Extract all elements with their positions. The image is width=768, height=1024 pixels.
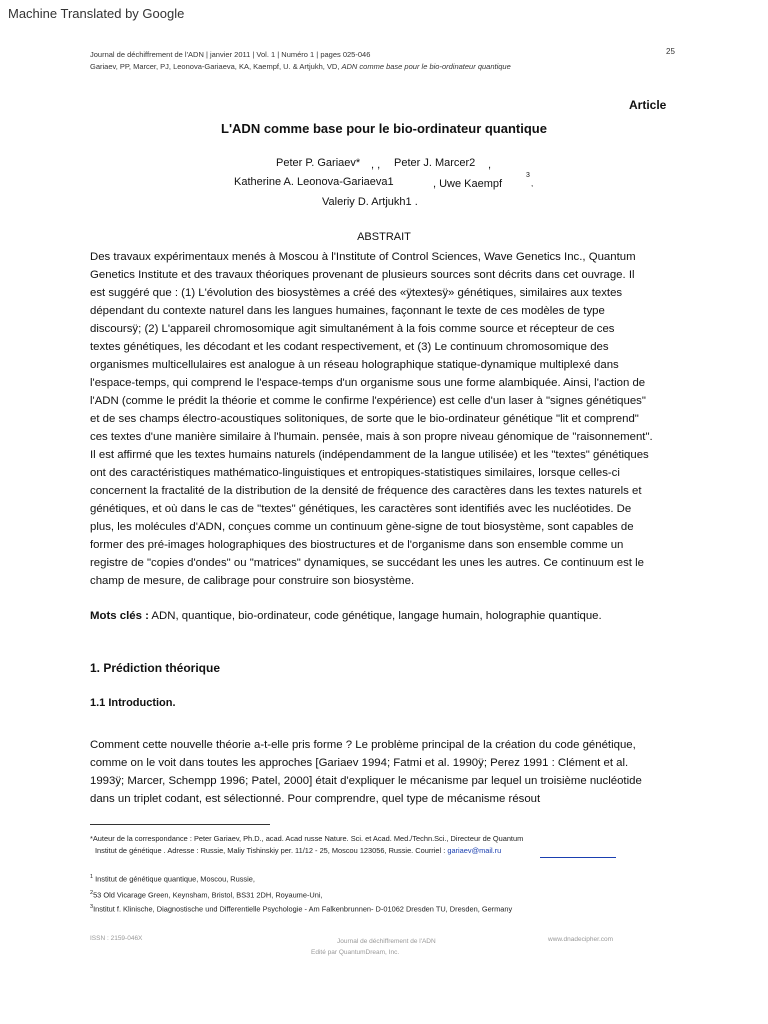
- section-heading: 1. Prédiction théorique: [90, 661, 221, 675]
- keywords: [90, 607, 695, 625]
- abstract-line: l'espace-temps, qui comprend le l'espace-temps d'un organisme sous une forme alambiquée. Ainsi, l'action de: [90, 377, 646, 389]
- author-separator: ,: [488, 159, 492, 171]
- abstract-line: l'ADN (comme le prédit la théorie et comme le confirme l'expérience) est celle d'un laser à "signes génétiques": [90, 395, 646, 407]
- abstract-body: [90, 248, 695, 590]
- author-leonova-gariaeva: Katherine A. Leonova-Gariaeva1: [234, 176, 394, 188]
- footer-publisher: Edité par QuantumDream, Inc.: [311, 949, 400, 956]
- footer-issn: ISSN : 2159-046X: [90, 935, 143, 942]
- address-text: Institut de génétique . Adresse : Russie, Maliy Tishinskiy per. 11/12 - 25, Moscou 123056, Russie. Courriel :: [95, 846, 448, 855]
- footer-website[interactable]: www.dnadecipher.com: [548, 936, 614, 943]
- subsection-heading: 1.1 Introduction.: [90, 697, 176, 709]
- abstract-line: ces textes d'une manière similaire à l'humain. pensée, mais à son propre niveau génomique de "raisonnement".: [90, 431, 653, 443]
- abstract-line: génétiques, et où dans le cas de "textes" génétiques, les caractères sont identifiés avec les nucléotides. De: [90, 503, 632, 515]
- abstract-line: discoursÿ; (2) L'appareil chromosomique agit simultanément à la fois comme source et récepteur de ces: [90, 323, 615, 335]
- paper-title: L'ADN comme base pour le bio-ordinateur quantique: [221, 121, 547, 136]
- abstract-line: textes génétiques, les décodant et les codant respectivement, et (3) Le continuum chromosomique des: [90, 341, 609, 353]
- abstract-heading: ABSTRAIT: [357, 231, 411, 243]
- abstract-line: organismes multicellulaires est analogue à un réseau holographique statique-dynamique multiplexé dans: [90, 359, 619, 371]
- author-kaempf: , Uwe Kaempf: [433, 178, 503, 190]
- author-marcer: Peter J. Marcer2: [394, 157, 476, 169]
- introduction-body: [90, 736, 695, 808]
- author-gariaev: Peter P. Gariaev*: [276, 157, 361, 169]
- page-number: 25: [666, 47, 675, 56]
- author-artjukh: Valeriy D. Artjukh1 .: [322, 196, 418, 208]
- journal-authors-line: [90, 61, 511, 73]
- footnote-text: Institut de génétique quantique, Moscou, Russie,: [93, 874, 255, 884]
- keywords-list: ADN, quantique, bio-ordinateur, code génétique, langage humain, holographie quantique.: [148, 610, 602, 622]
- footnote-text: 53 Old Vicarage Green, Keynsham, Bristol, BS31 2DH, Royaume-Uni,: [93, 890, 323, 900]
- intro-line: dans un triplet codant, est sélectionné. Pour comprendre, quel type de mécanisme résout: [90, 793, 541, 805]
- article-type-label: Article: [629, 98, 667, 112]
- abstract-line: est suggéré que : (1) L'évolution des biosystèmes a créé des «ÿtextesÿ» génétiques, similaires aux textes: [90, 287, 623, 299]
- abstract-line: Des travaux expérimentaux menés à Moscou à l'Institute of Control Sciences, Wave Genetics Inc., Quantum: [90, 251, 636, 263]
- abstract-line: champ de mesure, de calibrage pour construire son biosystème.: [90, 575, 415, 587]
- abstract-line: former des pré-images holographiques des biostructures et de l'organisme dans son ensemble comme un: [90, 539, 624, 551]
- corresponding-author-line: *Auteur de la correspondance : Peter Gariaev, Ph.D., acad. Acad russe Nature. Sci. et Acad. Med./Techn.Sci., Directeur de Quantum: [90, 834, 524, 843]
- abstract-line: Genetics Institute et des travaux théoriques provenant de plusieurs sources sont décrits dans cet ouvrage. Il: [90, 269, 635, 281]
- author-separator: , ,: [371, 159, 381, 171]
- abstract-line: registre de "copies d'ondes" ou "matrices" dynamiques, se succédant les unes les autres. Ce continuum est le: [90, 557, 644, 569]
- abstract-line: plus, les molécules d'ADN, conçues comme un continuum gène-signe de tout biosystème, sont capables de: [90, 521, 634, 533]
- author-kaempf-affiliation: 3: [526, 172, 530, 179]
- footnote-3: [90, 901, 512, 915]
- footnote-divider: [90, 824, 270, 825]
- abstract-line: concernent la fractalité de la distribution de la densité de fréquence des caractères dans les textes naturels et: [90, 485, 642, 497]
- translation-banner: Machine Translated by Google: [8, 6, 185, 21]
- keywords-label: Mots clés :: [90, 610, 149, 622]
- abstract-line: dépendant du contexte naturel dans les langues humaines, façonnant le texte de ces modèles de type: [90, 305, 605, 317]
- author-separator: ,: [531, 179, 534, 188]
- intro-line: 1993ÿ; Marcer, Schempp 1996; Patel, 2000] était d'expliquer le mécanisme par lequel un troisième nucléotide: [90, 775, 642, 787]
- journal-article-title: ADN comme base pour le bio-ordinateur quantique: [341, 62, 511, 71]
- footnote-marker: 1: [90, 874, 94, 880]
- abstract-line: et de ses champs électro-acoustiques solitoniques, de sorte que le bio-ordinateur génétique "lit et comprend": [90, 413, 639, 425]
- footnote-marker: 3: [90, 904, 94, 910]
- email-link-underline: [540, 857, 616, 858]
- intro-line: comme on le voit dans toutes les approches [Gariaev 1994; Fatmi et al. 1990ÿ; Perez 1991 : Clément et al.: [90, 757, 629, 769]
- footer-journal: Journal de déchiffrement de l'ADN: [337, 938, 436, 945]
- journal-citation-line: Journal de déchiffrement de l'ADN | janvier 2011 | Vol. 1 | Numéro 1 | pages 025-046: [90, 50, 371, 59]
- journal-authors: Gariaev, PP, Marcer, PJ, Leonova-Gariaeva, KA, Kaempf, U. & Artjukh, VD,: [90, 62, 342, 71]
- footnote-2: [90, 887, 323, 901]
- footnote-marker: 2: [90, 890, 94, 896]
- intro-line: Comment cette nouvelle théorie a-t-elle pris forme ? Le problème principal de la création du code génétique,: [90, 739, 636, 751]
- footnote-text: Institut f. Klinische, Diagnostische und Differentielle Psychologie - Am Falkenbrunnen- D-01062 Dresden TU, Dresden, Germany: [93, 904, 513, 914]
- journal-header: [90, 49, 511, 73]
- footnote-1: [90, 871, 255, 885]
- email-link[interactable]: gariaev@mail.ru: [447, 846, 502, 855]
- corresponding-author-address: [90, 845, 523, 857]
- abstract-line: Il est affirmé que les textes humains naturels (indépendamment de la langue utilisée) et les "textes" génétiques: [90, 449, 649, 461]
- abstract-line: ont des caractéristiques mathématico-linguistiques et entropiques-statistiques similaires, lorsque celles-ci: [90, 467, 620, 479]
- corresponding-author-note: [90, 833, 523, 857]
